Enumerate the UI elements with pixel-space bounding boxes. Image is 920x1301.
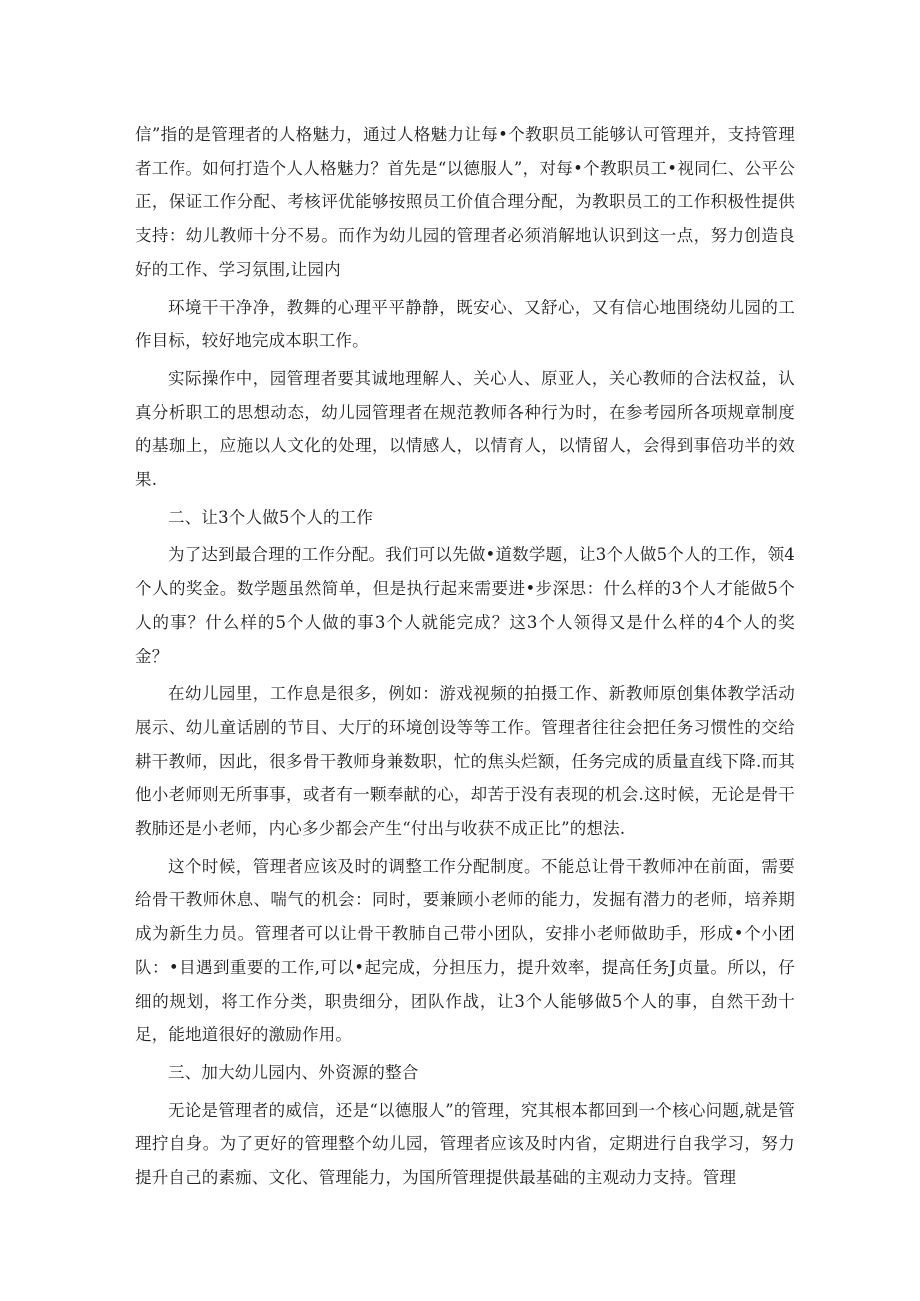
paragraph-continued: 信”指的是管理者的人格魅力，通过人格魅力让每•个教职员工能够认可管理并，支持管理者工作。如何打造个人人格魅力？首先是“以德服人”，对每•个教职员工•视同仁、公平公正，保证工作分配、考核评优能够按照员工价值合理分配，为教职员工的工作积极性提供支持：幼儿教师十分不易。而作为幼儿园的管理者必须消解地认识到这一点，努力创造良好的工作、学习氛围,让园内 <box>135 125 795 279</box>
paragraph-environment: 环境干干净净，教舞的心理平平静静，既安心、又舒心，又有信心地围绕幼儿园的工作目标，较好地完成本职工作。 <box>135 297 795 351</box>
paragraph-resource-integration: 无论是管理者的威信，还是“以德服人”的管理，究其根本都回到一个核心问题,就是管理拧自身。为了更好的管理整个幼儿园，管理者应该及时内省，定期进行自我学习，努力提升自己的素痂、文化、管理能力，为国所管理提供最基础的主观动力支持。管理 <box>135 1100 795 1188</box>
paragraph-adjust-allocation: 这个时候，管理者应该及时的调整工作分配制度。不能总让骨干教师冲在前面，需要给骨干教师休息、喘气的机会：同时，要兼顾小老师的能力，发掘有潜力的老师，培养期成为新生力员。管理者可以让骨干教肺自己带小团队，安排小老师做助手，形成•个小团队：•目遇到重要的工作,可以•起完成，分担压力，提升效率，提高任务J贞量。所以，仔细的规划，将工作分类，职贵细分，团队作战，让3个人能够做5个人的事，自然干劲十足，能地道很好的激励作用。 <box>135 856 795 1045</box>
paragraph-practice: 实际操作中，园管理者要其诚地理解人、关心人、原亚人，关心教师的合法权益，认真分析职工的思想动态，幼儿园管理者在规范教师各种行为时，在参考园所各项规章制度的基珈上，应施以人文化的处理，以情感人，以情育人，以情留人，会得到事倍功半的效果. <box>135 368 795 490</box>
document-body <box>135 118 795 1199</box>
section-heading-2: 二、让3个人做5个人的工作 <box>168 507 374 527</box>
paragraph-kindergarten-work: 在幼儿园里，工作息是很多，例如：游戏视频的拍摄工作、新教师原创集体教学活动展示、幼儿童话剧的节目、大厅的环境创设等等工作。管理者往往会把任务习惯性的交给耕干教师，因此，很多骨干教师身兼数职，忙的焦头烂额，任务完成的质量直线下降.而其他小老师则无所事事，或者有一颗奉献的心，却苦于没有表现的机会.这时候，无论是骨干教肺还是小老师，内心多少都会产生“付出与收获不成正比”的想法. <box>135 684 795 839</box>
section-heading-3: 三、加大幼儿园内、外资源的整合 <box>168 1062 419 1082</box>
paragraph-math-problem: 为了达到最合理的工作分配。我们可以先做•道数学题，让3个人做5个人的工作，领4个人的奖金。数学题虽然简单，但是执行起来需要进•步深思：什么样的3个人才能做5个人的事？什么样的5个人做的事3个人就能完成？这3个人领得又是什么样的4个人的奖金？ <box>135 545 795 666</box>
